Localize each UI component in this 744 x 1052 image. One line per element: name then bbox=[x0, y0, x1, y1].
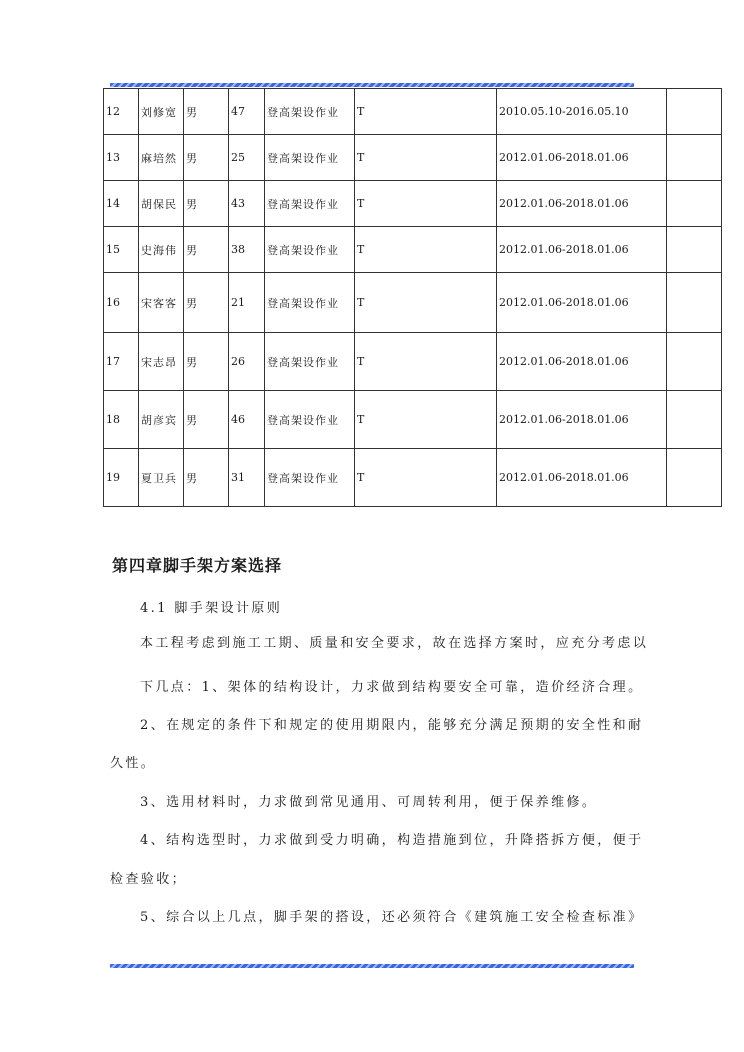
grade-cell: T bbox=[355, 89, 497, 135]
job-type-cell: 登高架设作业 bbox=[265, 89, 355, 135]
grade-cell: T bbox=[355, 273, 497, 333]
job-type-cell: 登高架设作业 bbox=[265, 273, 355, 333]
age-cell: 43 bbox=[229, 181, 265, 227]
job-type-cell: 登高架设作业 bbox=[265, 135, 355, 181]
row-number-cell: 18 bbox=[104, 391, 139, 449]
certificate-validity-cell: 2012.01.06-2018.01.06 bbox=[497, 181, 667, 227]
person-name-cell: 胡保民 bbox=[139, 181, 184, 227]
certificate-validity-cell: 2012.01.06-2018.01.06 bbox=[497, 449, 667, 507]
certificate-validity-cell: 2012.01.06-2018.01.06 bbox=[497, 135, 667, 181]
person-name-cell: 宋志昂 bbox=[139, 333, 184, 391]
gender-cell: 男 bbox=[184, 181, 229, 227]
row-number-cell: 15 bbox=[104, 227, 139, 273]
grade-cell: T bbox=[355, 181, 497, 227]
footer-rule bbox=[110, 964, 634, 968]
certificate-validity-cell: 2010.05.10-2016.05.10 bbox=[497, 89, 667, 135]
gender-cell: 男 bbox=[184, 273, 229, 333]
certificate-validity-cell: 2012.01.06-2018.01.06 bbox=[497, 333, 667, 391]
paragraph-line: 本工程考虑到施工工期、质量和安全要求，故在选择方案时，应充分考虑以 bbox=[140, 636, 649, 651]
row-number-cell: 16 bbox=[104, 273, 139, 333]
remark-cell bbox=[667, 89, 722, 135]
remark-cell bbox=[667, 135, 722, 181]
age-cell: 26 bbox=[229, 333, 265, 391]
header-rule bbox=[110, 83, 634, 87]
table-row bbox=[104, 449, 722, 507]
section-heading: 4.1 脚手架设计原则 bbox=[140, 601, 283, 616]
paragraph-line: 2、在规定的条件下和规定的使用期限内，能够充分满足预期的安全性和耐 bbox=[140, 718, 644, 733]
gender-cell: 男 bbox=[184, 89, 229, 135]
age-cell: 25 bbox=[229, 135, 265, 181]
age-cell: 47 bbox=[229, 89, 265, 135]
table-row bbox=[104, 391, 722, 449]
grade-cell: T bbox=[355, 135, 497, 181]
table-row bbox=[104, 227, 722, 273]
certificate-validity-cell: 2012.01.06-2018.01.06 bbox=[497, 273, 667, 333]
row-number-cell: 19 bbox=[104, 449, 139, 507]
gender-cell: 男 bbox=[184, 135, 229, 181]
table-row bbox=[104, 135, 722, 181]
gender-cell: 男 bbox=[184, 227, 229, 273]
job-type-cell: 登高架设作业 bbox=[265, 181, 355, 227]
personnel-table bbox=[103, 88, 722, 507]
grade-cell: T bbox=[355, 333, 497, 391]
job-type-cell: 登高架设作业 bbox=[265, 449, 355, 507]
paragraph-line: 下几点：1、架体的结构设计，力求做到结构要安全可靠，造价经济合理。 bbox=[140, 680, 644, 695]
person-name-cell: 夏卫兵 bbox=[139, 449, 184, 507]
remark-cell bbox=[667, 273, 722, 333]
gender-cell: 男 bbox=[184, 333, 229, 391]
paragraph-line: 久性。 bbox=[110, 756, 157, 771]
remark-cell bbox=[667, 227, 722, 273]
job-type-cell: 登高架设作业 bbox=[265, 391, 355, 449]
paragraph-line: 检查验收； bbox=[110, 872, 188, 887]
paragraph-line: 4、结构选型时，力求做到受力明确，构造措施到位，升降搭拆方便，便于 bbox=[140, 833, 644, 848]
person-name-cell: 史海伟 bbox=[139, 227, 184, 273]
table-row bbox=[104, 181, 722, 227]
person-name-cell: 麻培然 bbox=[139, 135, 184, 181]
gender-cell: 男 bbox=[184, 391, 229, 449]
certificate-validity-cell: 2012.01.06-2018.01.06 bbox=[497, 391, 667, 449]
person-name-cell: 宋客客 bbox=[139, 273, 184, 333]
age-cell: 21 bbox=[229, 273, 265, 333]
remark-cell bbox=[667, 391, 722, 449]
age-cell: 38 bbox=[229, 227, 265, 273]
row-number-cell: 13 bbox=[104, 135, 139, 181]
person-name-cell: 胡彦宾 bbox=[139, 391, 184, 449]
remark-cell bbox=[667, 449, 722, 507]
row-number-cell: 17 bbox=[104, 333, 139, 391]
gender-cell: 男 bbox=[184, 449, 229, 507]
table-row bbox=[104, 89, 722, 135]
grade-cell: T bbox=[355, 391, 497, 449]
remark-cell bbox=[667, 333, 722, 391]
table-row bbox=[104, 333, 722, 391]
age-cell: 46 bbox=[229, 391, 265, 449]
table-row bbox=[104, 273, 722, 333]
job-type-cell: 登高架设作业 bbox=[265, 333, 355, 391]
job-type-cell: 登高架设作业 bbox=[265, 227, 355, 273]
paragraph-line: 5、综合以上几点，脚手架的搭设，还必须符合《建筑施工安全检查标准》 bbox=[140, 910, 644, 925]
chapter-title: 第四章脚手架方案选择 bbox=[112, 556, 283, 575]
age-cell: 31 bbox=[229, 449, 265, 507]
certificate-validity-cell: 2012.01.06-2018.01.06 bbox=[497, 227, 667, 273]
row-number-cell: 14 bbox=[104, 181, 139, 227]
person-name-cell: 刘修宽 bbox=[139, 89, 184, 135]
row-number-cell: 12 bbox=[104, 89, 139, 135]
remark-cell bbox=[667, 181, 722, 227]
paragraph-line: 3、选用材料时，力求做到常见通用、可周转利用，便于保养维修。 bbox=[140, 795, 598, 810]
grade-cell: T bbox=[355, 227, 497, 273]
grade-cell: T bbox=[355, 449, 497, 507]
